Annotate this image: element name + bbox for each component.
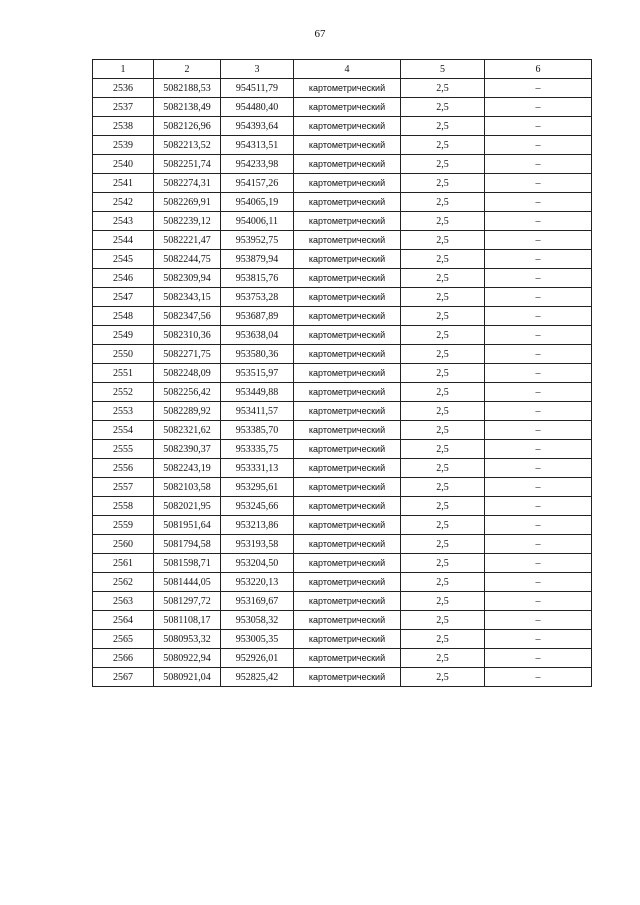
x-coordinate-cell: 5082289,92 [154,402,221,421]
accuracy-cell: 2,5 [401,573,485,592]
y-coordinate-cell: 953687,89 [221,307,294,326]
column-header: 4 [294,60,401,79]
accuracy-cell: 2,5 [401,98,485,117]
point-number-cell: 2556 [93,459,154,478]
point-number-cell: 2564 [93,611,154,630]
x-coordinate-cell: 5082021,95 [154,497,221,516]
column-header: 5 [401,60,485,79]
table-row [93,269,592,288]
point-number-cell: 2552 [93,383,154,402]
table-row [93,592,592,611]
accuracy-cell: 2,5 [401,554,485,573]
y-coordinate-cell: 952926,01 [221,649,294,668]
note-cell: – [485,212,592,231]
point-number-cell: 2563 [93,592,154,611]
accuracy-cell: 2,5 [401,288,485,307]
note-cell: – [485,383,592,402]
note-cell: – [485,592,592,611]
table-row [93,497,592,516]
y-coordinate-cell: 953245,66 [221,497,294,516]
point-number-cell: 2553 [93,402,154,421]
table-row [93,516,592,535]
point-number-cell: 2543 [93,212,154,231]
note-cell: – [485,554,592,573]
table-row [93,98,592,117]
x-coordinate-cell: 5081444,05 [154,573,221,592]
x-coordinate-cell: 5082126,96 [154,117,221,136]
note-cell: – [485,516,592,535]
note-cell: – [485,79,592,98]
point-number-cell: 2567 [93,668,154,687]
y-coordinate-cell: 953335,75 [221,440,294,459]
accuracy-cell: 2,5 [401,402,485,421]
note-cell: – [485,402,592,421]
note-cell: – [485,497,592,516]
table-row [93,535,592,554]
note-cell: – [485,459,592,478]
point-number-cell: 2548 [93,307,154,326]
point-number-cell: 2540 [93,155,154,174]
point-number-cell: 2561 [93,554,154,573]
method-cell: картометрический [294,649,401,668]
accuracy-cell: 2,5 [401,364,485,383]
table-row [93,174,592,193]
note-cell: – [485,174,592,193]
accuracy-cell: 2,5 [401,630,485,649]
point-number-cell: 2554 [93,421,154,440]
x-coordinate-cell: 5082390,37 [154,440,221,459]
x-coordinate-cell: 5081794,58 [154,535,221,554]
method-cell: картометрический [294,497,401,516]
point-number-cell: 2546 [93,269,154,288]
point-number-cell: 2544 [93,231,154,250]
y-coordinate-cell: 953385,70 [221,421,294,440]
accuracy-cell: 2,5 [401,497,485,516]
note-cell: – [485,611,592,630]
method-cell: картометрический [294,383,401,402]
point-number-cell: 2558 [93,497,154,516]
y-coordinate-cell: 953220,13 [221,573,294,592]
point-number-cell: 2547 [93,288,154,307]
accuracy-cell: 2,5 [401,535,485,554]
point-number-cell: 2542 [93,193,154,212]
method-cell: картометрический [294,250,401,269]
x-coordinate-cell: 5082310,36 [154,326,221,345]
y-coordinate-cell: 952825,42 [221,668,294,687]
method-cell: картометрический [294,193,401,212]
method-cell: картометрический [294,668,401,687]
y-coordinate-cell: 954511,79 [221,79,294,98]
method-cell: картометрический [294,611,401,630]
accuracy-cell: 2,5 [401,155,485,174]
x-coordinate-cell: 5082244,75 [154,250,221,269]
y-coordinate-cell: 953005,35 [221,630,294,649]
table-row [93,383,592,402]
point-number-cell: 2545 [93,250,154,269]
accuracy-cell: 2,5 [401,174,485,193]
note-cell: – [485,136,592,155]
accuracy-cell: 2,5 [401,668,485,687]
accuracy-cell: 2,5 [401,250,485,269]
table-row [93,364,592,383]
accuracy-cell: 2,5 [401,440,485,459]
method-cell: картометрический [294,155,401,174]
table-row [93,136,592,155]
table-row [93,611,592,630]
x-coordinate-cell: 5082188,53 [154,79,221,98]
point-number-cell: 2557 [93,478,154,497]
x-coordinate-cell: 5082347,56 [154,307,221,326]
point-number-cell: 2555 [93,440,154,459]
method-cell: картометрический [294,269,401,288]
table-row [93,307,592,326]
x-coordinate-cell: 5082243,19 [154,459,221,478]
note-cell: – [485,345,592,364]
table-row [93,668,592,687]
method-cell: картометрический [294,402,401,421]
accuracy-cell: 2,5 [401,193,485,212]
note-cell: – [485,155,592,174]
method-cell: картометрический [294,231,401,250]
y-coordinate-cell: 953515,97 [221,364,294,383]
note-cell: – [485,535,592,554]
accuracy-cell: 2,5 [401,611,485,630]
note-cell: – [485,288,592,307]
y-coordinate-cell: 953058,32 [221,611,294,630]
accuracy-cell: 2,5 [401,383,485,402]
table-row [93,212,592,231]
method-cell: картометрический [294,174,401,193]
x-coordinate-cell: 5082138,49 [154,98,221,117]
accuracy-cell: 2,5 [401,117,485,136]
accuracy-cell: 2,5 [401,649,485,668]
method-cell: картометрический [294,440,401,459]
point-number-cell: 2537 [93,98,154,117]
accuracy-cell: 2,5 [401,592,485,611]
note-cell: – [485,440,592,459]
method-cell: картометрический [294,554,401,573]
y-coordinate-cell: 953169,67 [221,592,294,611]
table-row [93,288,592,307]
point-number-cell: 2539 [93,136,154,155]
table-row [93,326,592,345]
method-cell: картометрический [294,117,401,136]
method-cell: картометрический [294,79,401,98]
method-cell: картометрический [294,288,401,307]
y-coordinate-cell: 953204,50 [221,554,294,573]
method-cell: картометрический [294,421,401,440]
point-number-cell: 2566 [93,649,154,668]
column-header: 3 [221,60,294,79]
table-row [93,478,592,497]
y-coordinate-cell: 954006,11 [221,212,294,231]
y-coordinate-cell: 954313,51 [221,136,294,155]
method-cell: картометрический [294,307,401,326]
method-cell: картометрический [294,212,401,231]
method-cell: картометрический [294,535,401,554]
note-cell: – [485,478,592,497]
table-row [93,421,592,440]
x-coordinate-cell: 5082271,75 [154,345,221,364]
accuracy-cell: 2,5 [401,136,485,155]
x-coordinate-cell: 5082269,91 [154,193,221,212]
method-cell: картометрический [294,459,401,478]
point-number-cell: 2549 [93,326,154,345]
point-number-cell: 2559 [93,516,154,535]
table-row [93,402,592,421]
note-cell: – [485,573,592,592]
y-coordinate-cell: 953411,57 [221,402,294,421]
x-coordinate-cell: 5080953,32 [154,630,221,649]
x-coordinate-cell: 5081951,64 [154,516,221,535]
table-body [93,79,592,687]
y-coordinate-cell: 953213,86 [221,516,294,535]
y-coordinate-cell: 953879,94 [221,250,294,269]
accuracy-cell: 2,5 [401,421,485,440]
x-coordinate-cell: 5081297,72 [154,592,221,611]
note-cell: – [485,193,592,212]
y-coordinate-cell: 954233,98 [221,155,294,174]
x-coordinate-cell: 5082239,12 [154,212,221,231]
y-coordinate-cell: 953331,13 [221,459,294,478]
note-cell: – [485,231,592,250]
method-cell: картометрический [294,592,401,611]
x-coordinate-cell: 5082274,31 [154,174,221,193]
x-coordinate-cell: 5082321,62 [154,421,221,440]
x-coordinate-cell: 5082309,94 [154,269,221,288]
y-coordinate-cell: 953580,36 [221,345,294,364]
x-coordinate-cell: 5082221,47 [154,231,221,250]
column-header: 1 [93,60,154,79]
y-coordinate-cell: 953638,04 [221,326,294,345]
x-coordinate-cell: 5082343,15 [154,288,221,307]
x-coordinate-cell: 5082256,42 [154,383,221,402]
x-coordinate-cell: 5081108,17 [154,611,221,630]
note-cell: – [485,668,592,687]
x-coordinate-cell: 5082248,09 [154,364,221,383]
table-row [93,79,592,98]
x-coordinate-cell: 5080921,04 [154,668,221,687]
point-number-cell: 2550 [93,345,154,364]
table-row [93,573,592,592]
note-cell: – [485,98,592,117]
y-coordinate-cell: 953193,58 [221,535,294,554]
y-coordinate-cell: 954480,40 [221,98,294,117]
table-row [93,630,592,649]
y-coordinate-cell: 953449,88 [221,383,294,402]
method-cell: картометрический [294,573,401,592]
accuracy-cell: 2,5 [401,307,485,326]
accuracy-cell: 2,5 [401,345,485,364]
method-cell: картометрический [294,630,401,649]
x-coordinate-cell: 5082251,74 [154,155,221,174]
x-coordinate-cell: 5080922,94 [154,649,221,668]
accuracy-cell: 2,5 [401,459,485,478]
point-number-cell: 2536 [93,79,154,98]
accuracy-cell: 2,5 [401,516,485,535]
table-row [93,155,592,174]
point-number-cell: 2560 [93,535,154,554]
note-cell: – [485,364,592,383]
accuracy-cell: 2,5 [401,478,485,497]
table-row [93,554,592,573]
point-number-cell: 2538 [93,117,154,136]
point-number-cell: 2551 [93,364,154,383]
method-cell: картометрический [294,516,401,535]
method-cell: картометрический [294,136,401,155]
accuracy-cell: 2,5 [401,231,485,250]
note-cell: – [485,649,592,668]
y-coordinate-cell: 954393,64 [221,117,294,136]
y-coordinate-cell: 953753,28 [221,288,294,307]
table-row [93,649,592,668]
method-cell: картометрический [294,478,401,497]
point-number-cell: 2565 [93,630,154,649]
note-cell: – [485,421,592,440]
note-cell: – [485,250,592,269]
accuracy-cell: 2,5 [401,326,485,345]
note-cell: – [485,326,592,345]
method-cell: картометрический [294,364,401,383]
coordinates-table [92,59,592,687]
point-number-cell: 2562 [93,573,154,592]
note-cell: – [485,269,592,288]
page-number: 67 [314,28,326,40]
column-header: 2 [154,60,221,79]
method-cell: картометрический [294,345,401,364]
accuracy-cell: 2,5 [401,269,485,288]
accuracy-cell: 2,5 [401,79,485,98]
table-row [93,117,592,136]
x-coordinate-cell: 5081598,71 [154,554,221,573]
y-coordinate-cell: 953295,61 [221,478,294,497]
table-row [93,193,592,212]
y-coordinate-cell: 953815,76 [221,269,294,288]
y-coordinate-cell: 953952,75 [221,231,294,250]
table-header-row [93,60,592,79]
note-cell: – [485,630,592,649]
x-coordinate-cell: 5082213,52 [154,136,221,155]
point-number-cell: 2541 [93,174,154,193]
table-row [93,231,592,250]
y-coordinate-cell: 954157,26 [221,174,294,193]
table-row [93,345,592,364]
table-row [93,250,592,269]
note-cell: – [485,117,592,136]
column-header: 6 [485,60,592,79]
method-cell: картометрический [294,98,401,117]
accuracy-cell: 2,5 [401,212,485,231]
method-cell: картометрический [294,326,401,345]
note-cell: – [485,307,592,326]
y-coordinate-cell: 954065,19 [221,193,294,212]
table-row [93,440,592,459]
x-coordinate-cell: 5082103,58 [154,478,221,497]
table-row [93,459,592,478]
